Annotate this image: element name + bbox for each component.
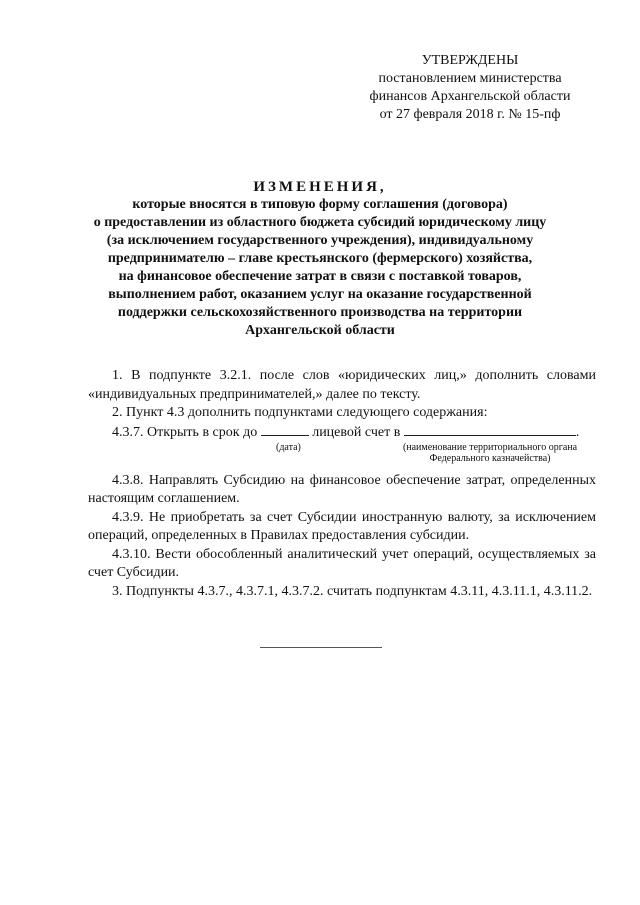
paragraph-4-3-7 [88, 423, 596, 442]
clause-4-3-7-middle: лицевой счет в [312, 424, 401, 440]
title-line: выполнением работ, оказанием услуг на оказание государственной [108, 287, 532, 302]
approval-line: постановлением министерства [378, 71, 562, 86]
title-line: на финансовое обеспечение затрат в связи с поставкой товаров, [118, 269, 522, 284]
approval-heading: УТВЕРЖДЕНЫ [421, 53, 519, 68]
paragraph-2: 2. Пункт 4.3 дополнить подпунктами следующего содержания: [112, 405, 488, 420]
approval-line: финансов Архангельской области [369, 89, 571, 104]
date-caption: (дата) [276, 441, 301, 453]
paragraph-3: 3. Подпункты 4.3.7., 4.3.7.1, 4.3.7.2. считать подпунктам 4.3.11, 4.3.11.1, 4.3.11.2. [112, 583, 593, 599]
title-line: Архангельской области [245, 323, 395, 338]
paragraph-4-3-10: 4.3.10. Вести обособленный аналитический учет операций, осуществляемых за счет Субсидии. [88, 546, 596, 580]
title-line: предпринимателю – главе крестьянского (фермерского) хозяйства, [107, 251, 533, 266]
approval-date: от 27 февраля 2018 г. № 15-пф [379, 107, 561, 122]
end-divider [260, 647, 382, 648]
clause-4-3-7-end: . [575, 424, 580, 440]
title-line: (за исключением государственного учреждения), индивидуальному [106, 233, 534, 248]
paragraph-1: 1. В подпункте 3.2.1. после слов «юридических лиц,» дополнить словами «индивидуальных предпринимателей,» далее по тексту. [88, 368, 596, 402]
clause-4-3-7-start: 4.3.7. Открыть в срок до [112, 424, 258, 440]
paragraph-4-3-9: 4.3.9. Не приобретать за счет Субсидии иностранную валюту, за исключением операций, определенных в Правилах предоставления субсидии. [88, 509, 596, 543]
paragraph-4-3-8: 4.3.8. Направлять Субсидию на финансовое обеспечение затрат, определенных настоящим соглашением. [88, 472, 596, 506]
date-blank [261, 423, 309, 436]
title-line: поддержки сельскохозяйственного производства на территории [117, 305, 523, 320]
treasury-caption: (наименование территориального органа Федерального казначейства) [402, 441, 578, 464]
title-heading: ИЗМЕНЕНИЯ, [253, 179, 387, 195]
document-body [88, 367, 596, 601]
treasury-blank [404, 423, 576, 436]
title-line: которые вносятся в типовую форму соглашения (договора) [132, 197, 508, 212]
document-title [60, 178, 580, 340]
title-line: о предоставлении из областного бюджета субсидий юридическому лицу [93, 215, 547, 230]
blank-captions [88, 442, 596, 472]
approval-stamp [340, 52, 600, 124]
